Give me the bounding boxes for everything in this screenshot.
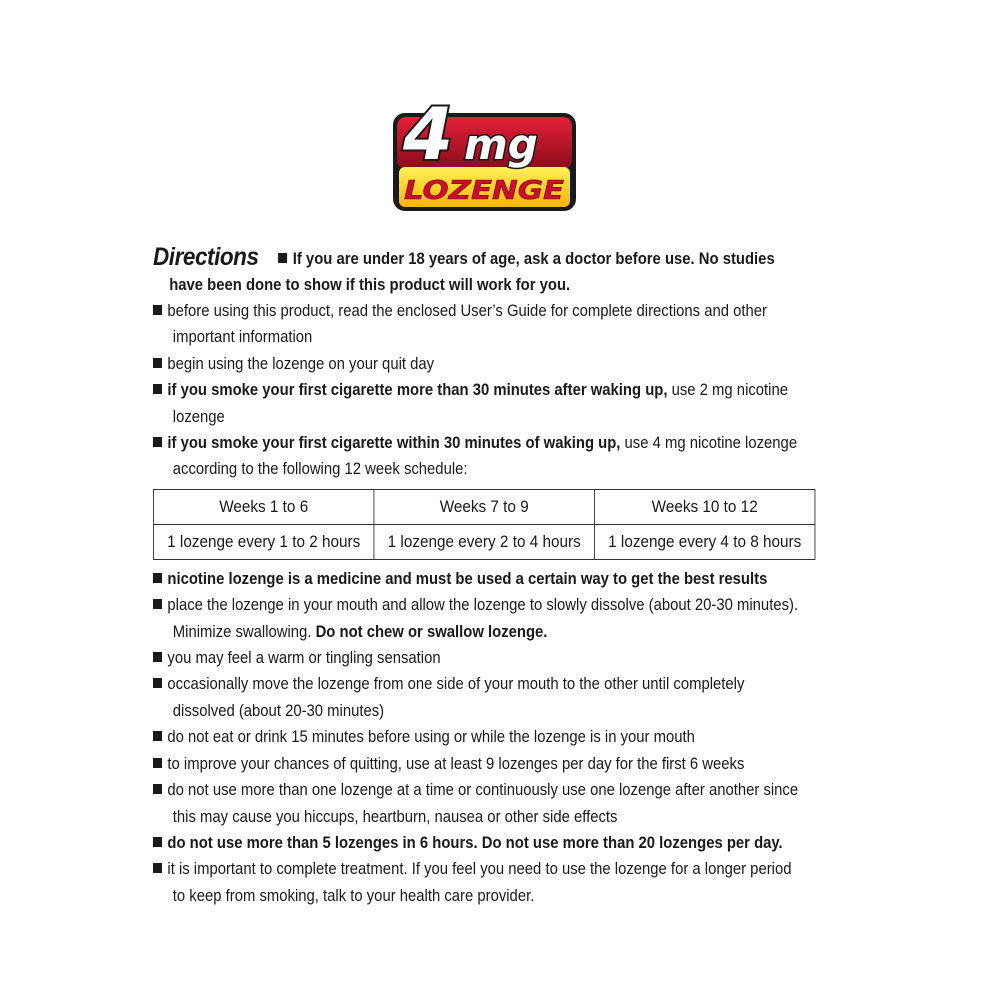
direction-item (153, 298, 801, 351)
schedule-dose-cell: 1 lozenge every 2 to 4 hours (374, 524, 594, 559)
bullet-icon (153, 652, 162, 662)
directions-heading: Directions (153, 243, 259, 271)
bullet-icon (153, 837, 162, 847)
strength-number: 4 (403, 93, 454, 176)
schedule-header-cell: Weeks 1 to 6 (153, 489, 374, 524)
direction-item (153, 830, 801, 856)
direction-bold-text: do not use more than 5 lozenges in 6 hours. Do not use more than 20 lozenges per day. (167, 833, 783, 852)
bullet-icon (153, 599, 162, 609)
direction-bold-text: if you smoke your first cigarette more than 30 minutes after waking up, (167, 381, 668, 400)
direction-text: it is important to complete treatment. If you feel you need to use the lozenge for a longer period to keep from smoking, talk to your health care provider. (167, 860, 792, 905)
directions-list-bottom (153, 566, 801, 909)
directions-section (153, 244, 801, 909)
schedule-header-cell: Weeks 10 to 12 (594, 489, 815, 524)
direction-text: occasionally move the lozenge from one side of your mouth to the other until completely dissolved (about 20-30 minutes) (167, 675, 745, 720)
direction-text: use 2 mg nicotine lozenge (172, 381, 789, 426)
directions-list-top (153, 298, 801, 483)
bullet-icon (153, 731, 162, 741)
direction-text: before using this product, read the enclosed User’s Guide for complete directions and other important information (167, 302, 767, 347)
intro-paragraph (153, 244, 801, 298)
strength-badge (391, 93, 578, 213)
schedule-header-cell: Weeks 7 to 9 (374, 489, 594, 524)
direction-item (153, 751, 801, 777)
direction-bold-text: nicotine lozenge is a medicine and must be used a certain way to get the best results (167, 569, 768, 588)
bullet-icon (153, 758, 162, 768)
direction-item (153, 645, 801, 671)
direction-bold-text: if you smoke your first cigarette within 30 minutes of waking up, (167, 434, 621, 453)
direction-bold-text: Do not chew or swallow lozenge. (315, 622, 548, 641)
schedule-dose-row (153, 524, 815, 559)
direction-item (153, 592, 801, 645)
direction-text: use 4 mg nicotine lozenge according to the following 12 week schedule: (172, 434, 798, 479)
strength-badge-graphic (391, 93, 578, 213)
dosage-schedule-table (153, 489, 815, 560)
direction-item (153, 671, 801, 724)
direction-item (153, 856, 801, 909)
form-label: LOZENGE (404, 176, 565, 206)
direction-item (153, 430, 801, 483)
strength-unit: mg (464, 120, 538, 169)
bullet-icon (153, 863, 162, 873)
direction-text: do not use more than one lozenge at a time or continuously use one lozenge after another since this may cause you hiccups, heartburn, nausea or other side effects (167, 781, 799, 826)
bullet-icon (153, 784, 162, 794)
direction-text: do not eat or drink 15 minutes before using or while the lozenge is in your mouth (167, 728, 695, 747)
bullet-icon (153, 437, 162, 447)
direction-text: place the lozenge in your mouth and allow the lozenge to slowly dissolve (about 20-30 minutes). Minimize swallowing. (167, 596, 799, 641)
direction-item (153, 566, 801, 592)
schedule-dose-cell: 1 lozenge every 4 to 8 hours (594, 524, 815, 559)
bullet-icon (278, 253, 287, 263)
bullet-icon (153, 678, 162, 688)
direction-item (153, 377, 801, 430)
direction-item (153, 777, 801, 830)
bullet-icon (153, 305, 162, 315)
direction-text: to improve your chances of quitting, use at least 9 lozenges per day for the first 6 weeks (167, 754, 745, 773)
bullet-icon (153, 384, 162, 394)
direction-text: you may feel a warm or tingling sensation (167, 649, 441, 668)
bullet-icon (153, 358, 162, 368)
direction-item (153, 351, 801, 377)
schedule-dose-cell: 1 lozenge every 1 to 2 hours (153, 524, 374, 559)
direction-text: begin using the lozenge on your quit day (167, 354, 435, 373)
schedule-header-row (153, 489, 815, 524)
intro-text: If you are under 18 years of age, ask a doctor before use. No studies have been done to show if this product will work for you. (169, 250, 775, 294)
bullet-icon (153, 573, 162, 583)
direction-item (153, 724, 801, 750)
